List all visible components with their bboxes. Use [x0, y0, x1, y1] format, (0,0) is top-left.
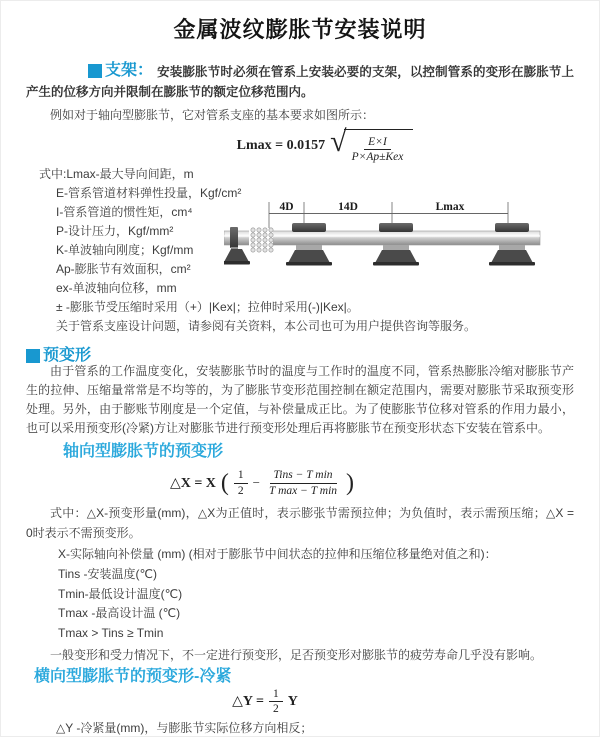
page-title: 金属波纹膨胀节安装说明	[173, 17, 427, 42]
var-line: E-管系管道材料弹性投量，Kgf/cm²	[56, 186, 242, 200]
half-numerator: 1	[234, 468, 248, 483]
half-denominator: 2	[272, 703, 279, 716]
preform-heading-label: 预变形	[43, 347, 92, 364]
close-paren: )	[346, 470, 355, 496]
lateral-subheading: 横向型膨胀节的预变形-冷紧	[34, 667, 232, 685]
axial-subheading: 轴向型膨胀节的预变形	[63, 443, 224, 460]
var-line: ± -膨胀节受压缩时采用（+）|Kex|；拉伸时采用(-)|Kex|。	[56, 300, 359, 314]
blue-square-icon	[26, 349, 40, 363]
delta-y-formula	[0, 689, 539, 715]
minus-operator: −	[252, 475, 260, 490]
radical-sign: √	[330, 124, 347, 158]
var-line: Tmax > Tins ≥ Tmin	[58, 626, 164, 641]
delta-y-lhs: △Y =	[232, 694, 264, 710]
axial-where-paragraph: 式中：△X-预变形量(mm)，△X为正值时，表示膨张节需预拉伸；为负值时，表示需预压缩；△X = 0时表示不需预变形。	[26, 506, 574, 540]
one-half-fraction	[269, 687, 283, 717]
var-line: X-实际轴向补偿量 (mm) (相对于膨胀节中间状态的拉伸和压缩位移量绝对值之和)：	[58, 547, 497, 561]
support-intro-paragraph	[26, 61, 574, 102]
lmax-formula	[51, 124, 599, 163]
var-line: Ap-膨胀节有效面积，cm²	[56, 262, 191, 276]
delta-x-lhs: △X = X	[169, 475, 216, 491]
lmax-formula-lhs: Lmax = 0.0157	[236, 138, 326, 153]
half-numerator: 1	[269, 687, 283, 702]
axial-note-line: 一般变形和受力情况下，不一定进行预变形，足否预变形对膨胀节的疲劳寿命几乎没有影响。	[50, 647, 543, 662]
support-section-heading	[88, 61, 153, 81]
one-half-fraction	[234, 468, 248, 498]
lmax-fraction-denominator: P×Ap±Kex	[351, 151, 404, 163]
dim-label-lmax: Lmax	[435, 201, 465, 213]
lateral-note-line: △Y -冷紧量(mm)，与膨胀节实际位移方向相反；	[56, 720, 313, 735]
radicand	[344, 129, 414, 165]
support-example-line: 例如对于轴向型膨胀节，它对管系支座的基本要求如图所示：	[50, 108, 375, 122]
dim-label-4d: 4D	[279, 201, 294, 213]
var-line: 关于管系支座设计问题，请参阅有关资料，本公司也可为用户提供咨询等服务。	[56, 319, 477, 333]
lmax-fraction	[348, 135, 408, 165]
sqrt-radical	[330, 124, 413, 165]
var-line: K-单波轴向刚度；Kgf/mm	[56, 243, 194, 257]
var-line: 式中:Lmax-最大导向间距，m	[39, 167, 194, 181]
var-line: Tmin-最低设计温度(℃)	[58, 586, 183, 601]
support-heading-label: 支架：	[105, 62, 154, 79]
var-line: P-设计压力，Kgf/mm²	[56, 224, 174, 238]
preform-section-heading	[26, 342, 574, 362]
temp-fraction-numerator: Tins − T min	[270, 468, 337, 483]
support-intro-text: 安装膨胀节时必须在管系上安装必要的支架，以控制管系的变形在膨胀节上产生的位移方向并限制在膨胀节的额定位移范围内。	[26, 65, 574, 99]
support-variables-block	[26, 165, 574, 336]
preform-body-paragraph: 由于管系的工作温度变化，安装膨胀节时的温度与工作时的温度不同，管系热膨胀冷缩对膨胀节产生的拉伸、压缩量常常是不均等的，为了膨胀节变形范围控制在额定范围内，需要对膨胀节采取预变形处理。另外，由于膨账节刚度是一个定值，与补偿量成正比。为了使膨胀节位移对管系的作用力最小，也可以采用预变形(冷紧)方让对膨胀节进行预变形处理后再将膨胀节在预变形状态下安装在管系中。	[26, 364, 574, 435]
delta-y-rhs: Y	[287, 693, 298, 709]
var-line: I-管系管道的惯性矩，cm⁴	[56, 205, 193, 219]
var-line: Tins -安装温度(℃)	[58, 566, 158, 581]
delta-x-formula	[0, 466, 536, 500]
temp-fraction-denominator: T max − T min	[269, 484, 338, 497]
open-paren: (	[220, 470, 229, 496]
axial-variables-block	[26, 545, 574, 644]
temperature-fraction	[265, 468, 341, 498]
var-line: Tmax -最高设计温 (℃)	[58, 606, 181, 621]
lmax-fraction-numerator: E×I	[364, 135, 391, 150]
blue-square-icon	[88, 64, 102, 78]
dim-label-14d: 14D	[338, 201, 358, 213]
var-line: ex-单波轴向位移，mm	[56, 281, 177, 295]
half-denominator: 2	[237, 484, 244, 497]
